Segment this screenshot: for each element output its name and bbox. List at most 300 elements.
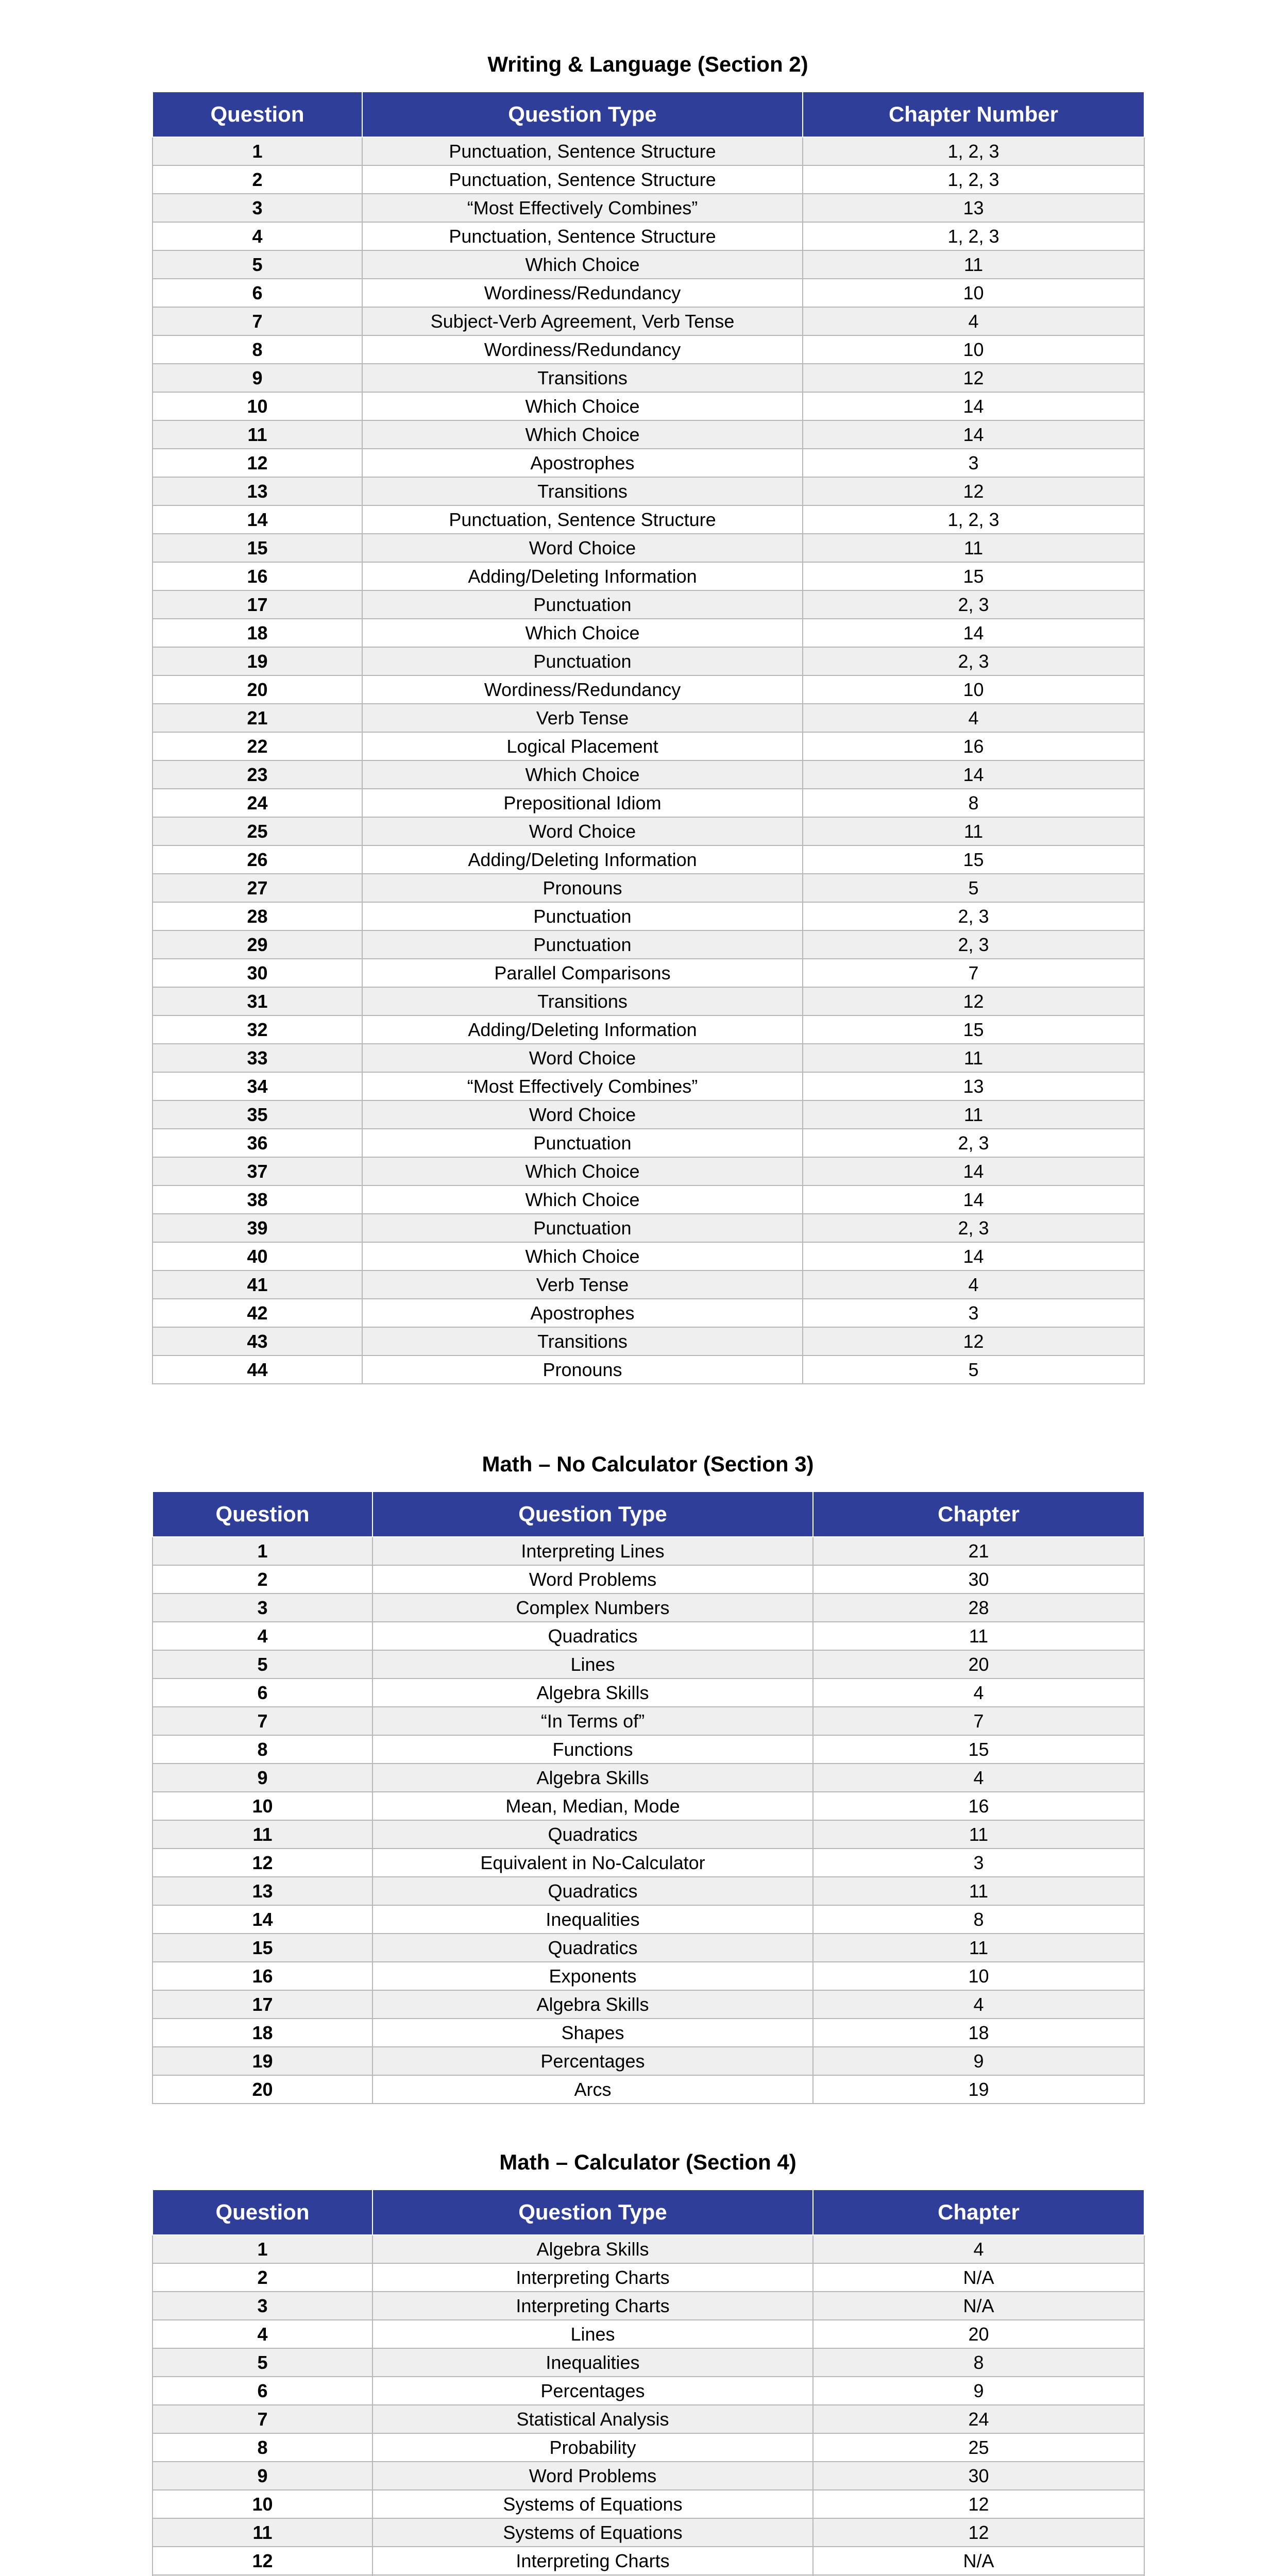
question-number-cell: 18	[152, 619, 362, 647]
header-row	[152, 2190, 1144, 2235]
chapter-cell: 3	[813, 1849, 1144, 1877]
table-row	[152, 1015, 1144, 1044]
question-number-cell: 28	[152, 902, 362, 930]
question-type-cell: Punctuation	[362, 1214, 803, 1242]
question-type-cell: Punctuation, Sentence Structure	[362, 505, 803, 534]
question-number-cell: 30	[152, 959, 362, 987]
question-type-cell: Percentages	[372, 2377, 813, 2405]
question-number-cell: 6	[152, 1679, 372, 1707]
table-row	[152, 562, 1144, 590]
chapter-cell: 4	[813, 1764, 1144, 1792]
chapter-cell: 2, 3	[803, 590, 1144, 619]
question-number-cell: 22	[152, 732, 362, 760]
question-type-cell: Interpreting Charts	[372, 2547, 813, 2575]
question-type-cell: Which Choice	[362, 1242, 803, 1270]
question-number-cell: 3	[152, 1594, 372, 1622]
table-row	[152, 1905, 1144, 1934]
question-type-cell: Prepositional Idiom	[362, 789, 803, 817]
question-type-cell: Inequalities	[372, 1905, 813, 1934]
table-row	[152, 1537, 1144, 1565]
table-row	[152, 704, 1144, 732]
question-number-cell: 18	[152, 2019, 372, 2047]
writing-language-section	[152, 49, 1144, 1384]
question-number-cell: 1	[152, 137, 362, 165]
question-number-cell: 17	[152, 1990, 372, 2019]
chapter-cell: 30	[813, 1565, 1144, 1594]
table-row	[152, 1129, 1144, 1157]
question-number-cell: 3	[152, 194, 362, 222]
chapter-cell: 5	[803, 1355, 1144, 1384]
table-row	[152, 1679, 1144, 1707]
chapter-cell: 12	[813, 2490, 1144, 2518]
chapter-cell: 11	[813, 1877, 1144, 1905]
question-type-cell: Which Choice	[362, 1185, 803, 1214]
column-header-question: Question	[152, 2190, 372, 2235]
chapter-cell: 15	[803, 845, 1144, 874]
chapter-cell: 4	[803, 1270, 1144, 1299]
question-type-cell: Quadratics	[372, 1622, 813, 1650]
question-type-cell: Percentages	[372, 2047, 813, 2075]
table-row	[152, 874, 1144, 902]
table-row	[152, 449, 1144, 477]
table-row	[152, 1072, 1144, 1100]
question-type-cell: Quadratics	[372, 1820, 813, 1849]
chapter-cell: 12	[803, 1327, 1144, 1355]
question-number-cell: 6	[152, 2377, 372, 2405]
table-row	[152, 1565, 1144, 1594]
question-number-cell: 3	[152, 2292, 372, 2320]
math-no-calculator-table	[152, 1491, 1145, 2104]
question-type-cell: “Most Effectively Combines”	[362, 194, 803, 222]
question-number-cell: 1	[152, 1537, 372, 1565]
question-type-cell: Inequalities	[372, 2348, 813, 2377]
math-no-calculator-section	[152, 1449, 1144, 2104]
question-type-cell: Algebra Skills	[372, 1679, 813, 1707]
question-number-cell: 29	[152, 930, 362, 959]
table-row	[152, 165, 1144, 194]
question-type-cell: Transitions	[362, 987, 803, 1015]
question-number-cell: 37	[152, 1157, 362, 1185]
question-number-cell: 32	[152, 1015, 362, 1044]
question-type-cell: Word Problems	[372, 1565, 813, 1594]
question-type-cell: Transitions	[362, 364, 803, 392]
table-row	[152, 1990, 1144, 2019]
chapter-cell: 10	[803, 279, 1144, 307]
chapter-cell: 4	[813, 2235, 1144, 2263]
question-type-cell: Word Choice	[362, 1100, 803, 1129]
chapter-cell: 2, 3	[803, 1129, 1144, 1157]
chapter-cell: 14	[803, 392, 1144, 420]
question-number-cell: 43	[152, 1327, 362, 1355]
table-row	[152, 364, 1144, 392]
question-type-cell: Punctuation	[362, 1129, 803, 1157]
question-number-cell: 12	[152, 1849, 372, 1877]
question-number-cell: 12	[152, 449, 362, 477]
table-row	[152, 732, 1144, 760]
chapter-cell: 7	[813, 1707, 1144, 1735]
question-type-cell: Verb Tense	[362, 1270, 803, 1299]
question-type-cell: Quadratics	[372, 1877, 813, 1905]
question-number-cell: 20	[152, 675, 362, 704]
table-row	[152, 194, 1144, 222]
question-number-cell: 19	[152, 647, 362, 675]
question-number-cell: 14	[152, 505, 362, 534]
chapter-cell: 2, 3	[803, 930, 1144, 959]
column-header-question: Question	[152, 1492, 372, 1537]
table-row	[152, 505, 1144, 534]
question-type-cell: Lines	[372, 1650, 813, 1679]
table-row	[152, 1355, 1144, 1384]
table-row	[152, 1299, 1144, 1327]
table-row	[152, 1327, 1144, 1355]
question-number-cell: 11	[152, 420, 362, 449]
question-number-cell: 27	[152, 874, 362, 902]
table-row	[152, 1157, 1144, 1185]
table-row	[152, 1934, 1144, 1962]
question-type-cell: Subject-Verb Agreement, Verb Tense	[362, 307, 803, 335]
chapter-cell: 14	[803, 619, 1144, 647]
question-type-cell: Logical Placement	[362, 732, 803, 760]
question-number-cell: 35	[152, 1100, 362, 1129]
question-type-cell: Wordiness/Redundancy	[362, 675, 803, 704]
question-number-cell: 39	[152, 1214, 362, 1242]
question-type-cell: Which Choice	[362, 760, 803, 789]
question-number-cell: 15	[152, 1934, 372, 1962]
column-header-question: Question	[152, 92, 362, 137]
chapter-cell: 16	[803, 732, 1144, 760]
table-row	[152, 1962, 1144, 1990]
question-type-cell: Pronouns	[362, 1355, 803, 1384]
table-row	[152, 1594, 1144, 1622]
question-type-cell: Lines	[372, 2320, 813, 2348]
question-type-cell: Punctuation, Sentence Structure	[362, 222, 803, 250]
question-type-cell: Interpreting Lines	[372, 1537, 813, 1565]
question-type-cell: Mean, Median, Mode	[372, 1792, 813, 1820]
chapter-cell: 8	[813, 1905, 1144, 1934]
question-type-cell: Shapes	[372, 2019, 813, 2047]
question-number-cell: 13	[152, 1877, 372, 1905]
chapter-cell: 9	[813, 2047, 1144, 2075]
chapter-cell: 12	[803, 477, 1144, 505]
chapter-cell: 14	[803, 1242, 1144, 1270]
question-number-cell: 33	[152, 1044, 362, 1072]
question-number-cell: 38	[152, 1185, 362, 1214]
question-type-cell: Which Choice	[362, 392, 803, 420]
table-row	[152, 959, 1144, 987]
chapter-cell: 21	[813, 1537, 1144, 1565]
chapter-cell: 11	[813, 1934, 1144, 1962]
question-number-cell: 40	[152, 1242, 362, 1270]
table-row	[152, 2405, 1144, 2433]
question-number-cell: 4	[152, 2320, 372, 2348]
question-type-cell: Punctuation, Sentence Structure	[362, 137, 803, 165]
table-row	[152, 2292, 1144, 2320]
column-header-chapter: Chapter	[813, 1492, 1144, 1537]
table-row	[152, 222, 1144, 250]
question-number-cell: 11	[152, 2518, 372, 2547]
table-row	[152, 2348, 1144, 2377]
table-row	[152, 392, 1144, 420]
chapter-cell: 16	[813, 1792, 1144, 1820]
section-title: Math – No Calculator (Section 3)	[482, 1452, 814, 1476]
chapter-cell: N/A	[813, 2547, 1144, 2575]
question-number-cell: 10	[152, 1792, 372, 1820]
table-row	[152, 2235, 1144, 2263]
chapter-cell: 4	[813, 1679, 1144, 1707]
question-number-cell: 31	[152, 987, 362, 1015]
question-type-cell: Apostrophes	[362, 1299, 803, 1327]
table-row	[152, 2019, 1144, 2047]
question-type-cell: Wordiness/Redundancy	[362, 279, 803, 307]
question-number-cell: 9	[152, 364, 362, 392]
question-type-cell: Algebra Skills	[372, 1990, 813, 2019]
chapter-cell: 4	[803, 704, 1144, 732]
table-row	[152, 2462, 1144, 2490]
chapter-cell: 11	[803, 1044, 1144, 1072]
header-row	[152, 1492, 1144, 1537]
chapter-cell: 12	[803, 987, 1144, 1015]
table-row	[152, 619, 1144, 647]
chapter-cell: 15	[803, 1015, 1144, 1044]
table-row	[152, 2047, 1144, 2075]
chapter-cell: 9	[813, 2377, 1144, 2405]
chapter-cell: 14	[803, 1157, 1144, 1185]
question-type-cell: Equivalent in No-Calculator	[372, 1849, 813, 1877]
question-type-cell: “In Terms of”	[372, 1707, 813, 1735]
question-type-cell: Functions	[372, 1735, 813, 1764]
chapter-cell: 14	[803, 760, 1144, 789]
chapter-cell: 11	[803, 250, 1144, 279]
question-type-cell: Statistical Analysis	[372, 2405, 813, 2433]
table-row	[152, 1185, 1144, 1214]
question-number-cell: 2	[152, 2263, 372, 2292]
question-number-cell: 20	[152, 2075, 372, 2104]
question-type-cell: Apostrophes	[362, 449, 803, 477]
question-type-cell: Probability	[372, 2433, 813, 2462]
column-header-chapter: Chapter	[813, 2190, 1144, 2235]
chapter-cell: 5	[803, 874, 1144, 902]
table-row	[152, 1849, 1144, 1877]
question-number-cell: 2	[152, 1565, 372, 1594]
chapter-cell: N/A	[813, 2292, 1144, 2320]
table-row	[152, 1650, 1144, 1679]
question-number-cell: 36	[152, 1129, 362, 1157]
question-number-cell: 7	[152, 2405, 372, 2433]
question-type-cell: Punctuation	[362, 930, 803, 959]
column-header-question-type: Question Type	[372, 2190, 813, 2235]
chapter-cell: 8	[803, 789, 1144, 817]
table-row	[152, 2433, 1144, 2462]
question-number-cell: 14	[152, 1905, 372, 1934]
question-number-cell: 7	[152, 1707, 372, 1735]
question-number-cell: 24	[152, 789, 362, 817]
chapter-cell: 11	[813, 1820, 1144, 1849]
table-row	[152, 420, 1144, 449]
question-number-cell: 34	[152, 1072, 362, 1100]
chapter-cell: 2, 3	[803, 902, 1144, 930]
question-type-cell: Systems of Equations	[372, 2518, 813, 2547]
question-number-cell: 25	[152, 817, 362, 845]
chapter-cell: 1, 2, 3	[803, 505, 1144, 534]
chapter-cell: 8	[813, 2348, 1144, 2377]
chapter-cell: 28	[813, 1594, 1144, 1622]
table-row	[152, 789, 1144, 817]
question-type-cell: Which Choice	[362, 619, 803, 647]
table-row	[152, 1707, 1144, 1735]
question-type-cell: Wordiness/Redundancy	[362, 335, 803, 364]
question-number-cell: 42	[152, 1299, 362, 1327]
table-row	[152, 477, 1144, 505]
table-row	[152, 675, 1144, 704]
table-row	[152, 1735, 1144, 1764]
table-row	[152, 647, 1144, 675]
table-row	[152, 2377, 1144, 2405]
writing-language-table	[152, 91, 1145, 1384]
question-type-cell: Systems of Equations	[372, 2490, 813, 2518]
question-number-cell: 5	[152, 1650, 372, 1679]
table-row	[152, 2518, 1144, 2547]
table-row	[152, 137, 1144, 165]
question-number-cell: 17	[152, 590, 362, 619]
chapter-cell: 3	[803, 449, 1144, 477]
chapter-cell: 1, 2, 3	[803, 137, 1144, 165]
question-type-cell: Algebra Skills	[372, 2235, 813, 2263]
question-number-cell: 41	[152, 1270, 362, 1299]
table-row	[152, 590, 1144, 619]
question-type-cell: Algebra Skills	[372, 1764, 813, 1792]
section-title: Math – Calculator (Section 4)	[499, 2150, 796, 2174]
section-title: Writing & Language (Section 2)	[487, 52, 808, 76]
question-number-cell: 8	[152, 2433, 372, 2462]
question-number-cell: 10	[152, 2490, 372, 2518]
table-row	[152, 250, 1144, 279]
question-number-cell: 13	[152, 477, 362, 505]
chapter-cell: 13	[803, 1072, 1144, 1100]
table-row	[152, 1214, 1144, 1242]
question-number-cell: 11	[152, 1820, 372, 1849]
question-type-cell: Punctuation	[362, 647, 803, 675]
question-number-cell: 8	[152, 1735, 372, 1764]
question-number-cell: 21	[152, 704, 362, 732]
chapter-cell: 10	[803, 675, 1144, 704]
question-type-cell: Transitions	[362, 477, 803, 505]
table-row	[152, 1764, 1144, 1792]
chapter-cell: 20	[813, 2320, 1144, 2348]
question-type-cell: Arcs	[372, 2075, 813, 2104]
chapter-cell: 11	[803, 534, 1144, 562]
column-header-chapter: Chapter Number	[803, 92, 1144, 137]
table-row	[152, 1242, 1144, 1270]
question-number-cell: 5	[152, 2348, 372, 2377]
question-number-cell: 9	[152, 2462, 372, 2490]
table-row	[152, 930, 1144, 959]
chapter-cell: 12	[813, 2518, 1144, 2547]
question-type-cell: “Most Effectively Combines”	[362, 1072, 803, 1100]
chapter-cell: 14	[803, 1185, 1144, 1214]
question-number-cell: 9	[152, 1764, 372, 1792]
chapter-cell: 13	[803, 194, 1144, 222]
table-row	[152, 2263, 1144, 2292]
chapter-cell: 11	[803, 817, 1144, 845]
question-number-cell: 12	[152, 2547, 372, 2575]
table-row	[152, 845, 1144, 874]
question-type-cell: Adding/Deleting Information	[362, 845, 803, 874]
question-type-cell: Adding/Deleting Information	[362, 562, 803, 590]
math-calculator-table	[152, 2189, 1145, 2576]
table-row	[152, 1820, 1144, 1849]
table-row	[152, 1792, 1144, 1820]
question-type-cell: Interpreting Charts	[372, 2292, 813, 2320]
question-type-cell: Word Problems	[372, 2462, 813, 2490]
chapter-cell: 25	[813, 2433, 1144, 2462]
table-row	[152, 817, 1144, 845]
chapter-cell: 7	[803, 959, 1144, 987]
math-calculator-section	[152, 2147, 1144, 2576]
question-number-cell: 8	[152, 335, 362, 364]
question-number-cell: 23	[152, 760, 362, 789]
table-row	[152, 1044, 1144, 1072]
question-number-cell: 7	[152, 307, 362, 335]
chapter-cell: 14	[803, 420, 1144, 449]
table-row	[152, 307, 1144, 335]
table-row	[152, 760, 1144, 789]
chapter-cell: 15	[813, 1735, 1144, 1764]
table-row	[152, 2490, 1144, 2518]
chapter-cell: 3	[803, 1299, 1144, 1327]
table-row	[152, 2320, 1144, 2348]
table-row	[152, 902, 1144, 930]
question-type-cell: Verb Tense	[362, 704, 803, 732]
question-type-cell: Interpreting Charts	[372, 2263, 813, 2292]
column-header-question-type: Question Type	[372, 1492, 813, 1537]
question-number-cell: 16	[152, 562, 362, 590]
chapter-cell: 19	[813, 2075, 1144, 2104]
chapter-cell: 30	[813, 2462, 1144, 2490]
question-number-cell: 16	[152, 1962, 372, 1990]
question-type-cell: Quadratics	[372, 1934, 813, 1962]
table-row	[152, 1100, 1144, 1129]
chapter-cell: N/A	[813, 2263, 1144, 2292]
question-type-cell: Complex Numbers	[372, 1594, 813, 1622]
question-type-cell: Adding/Deleting Information	[362, 1015, 803, 1044]
question-number-cell: 19	[152, 2047, 372, 2075]
table-row	[152, 534, 1144, 562]
chapter-cell: 10	[813, 1962, 1144, 1990]
question-number-cell: 4	[152, 222, 362, 250]
chapter-cell: 11	[803, 1100, 1144, 1129]
question-type-cell: Word Choice	[362, 1044, 803, 1072]
chapter-cell: 4	[803, 307, 1144, 335]
table-row	[152, 987, 1144, 1015]
column-header-question-type: Question Type	[362, 92, 803, 137]
table-row	[152, 2075, 1144, 2104]
question-number-cell: 44	[152, 1355, 362, 1384]
question-type-cell: Punctuation, Sentence Structure	[362, 165, 803, 194]
question-type-cell: Transitions	[362, 1327, 803, 1355]
table-row	[152, 1877, 1144, 1905]
chapter-cell: 12	[803, 364, 1144, 392]
chapter-cell: 4	[813, 1990, 1144, 2019]
table-row	[152, 335, 1144, 364]
question-type-cell: Exponents	[372, 1962, 813, 1990]
chapter-cell: 2, 3	[803, 647, 1144, 675]
question-number-cell: 15	[152, 534, 362, 562]
chapter-cell: 18	[813, 2019, 1144, 2047]
question-type-cell: Which Choice	[362, 250, 803, 279]
table-row	[152, 2547, 1144, 2575]
chapter-cell: 1, 2, 3	[803, 165, 1144, 194]
chapter-cell: 2, 3	[803, 1214, 1144, 1242]
